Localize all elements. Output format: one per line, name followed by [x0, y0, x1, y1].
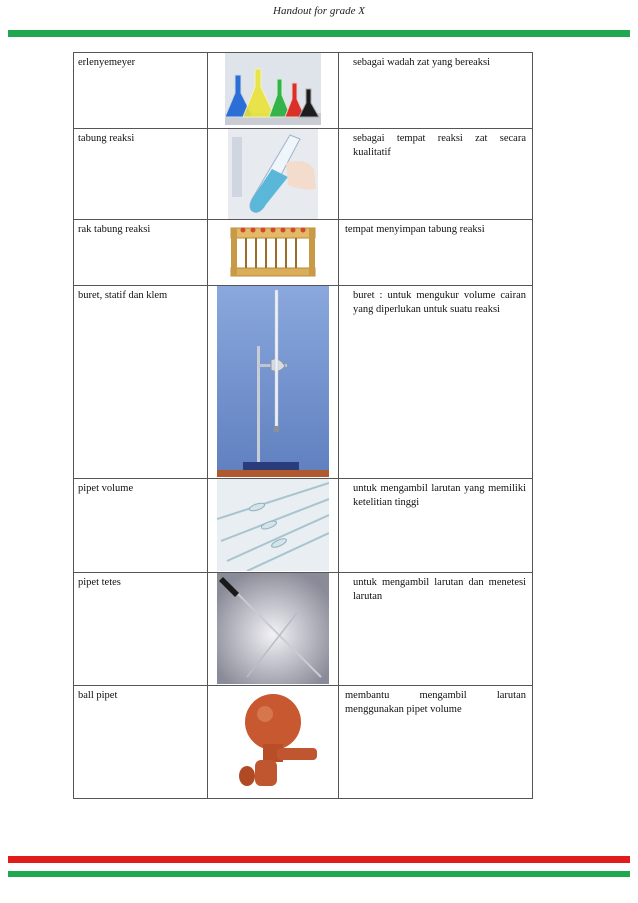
lab-equipment-table: [73, 52, 533, 799]
equipment-name: tabung reaksi: [74, 129, 208, 220]
test-tube-rack-image: [225, 220, 321, 282]
equipment-image-cell: [208, 686, 339, 799]
equipment-image-cell: [208, 286, 339, 479]
pipette-bulb-image: [217, 686, 329, 797]
equipment-description: tempat menyimpan tabung reaksi: [339, 220, 533, 286]
dropper-pipette-image: [217, 573, 329, 684]
table-row: [74, 686, 533, 799]
equipment-description: buret : untuk mengukur volume cairan yang diperlukan untuk suatu reaksi: [339, 286, 533, 479]
table-row: [74, 53, 533, 129]
equipment-name: buret, statif dan klem: [74, 286, 208, 479]
equipment-name: pipet tetes: [74, 573, 208, 686]
equipment-image-cell: [208, 573, 339, 686]
equipment-image-cell: [208, 479, 339, 573]
equipment-name: rak tabung reaksi: [74, 220, 208, 286]
erlenmeyer-flasks-image: [225, 53, 321, 125]
equipment-name: ball pipet: [74, 686, 208, 799]
bottom-red-bar: [8, 856, 630, 863]
equipment-image-cell: [208, 220, 339, 286]
equipment-name: pipet volume: [74, 479, 208, 573]
equipment-name: erlenyemeyer: [74, 53, 208, 129]
equipment-description: untuk mengambil larutan yang memiliki ketelitian tinggi: [339, 479, 533, 573]
bottom-green-bar: [8, 871, 630, 877]
test-tube-image: [228, 129, 318, 219]
table-row: [74, 220, 533, 286]
equipment-description: sebagai tempat reaksi zat secara kualitatif: [339, 129, 533, 220]
header-title: Handout for grade X: [273, 5, 365, 17]
equipment-description: untuk mengambil larutan dan menetesi larutan: [339, 573, 533, 686]
table-row: [74, 573, 533, 686]
table-row: [74, 286, 533, 479]
volumetric-pipette-image: [217, 479, 329, 571]
equipment-image-cell: [208, 53, 339, 129]
table-row: [74, 129, 533, 220]
equipment-image-cell: [208, 129, 339, 220]
table-row: [74, 479, 533, 573]
equipment-description: sebagai wadah zat yang bereaksi: [339, 53, 533, 129]
equipment-description: membantu mengambil larutan menggunakan pipet volume: [339, 686, 533, 799]
top-green-bar: [8, 30, 630, 37]
burette-stand-clamp-image: [217, 286, 329, 477]
